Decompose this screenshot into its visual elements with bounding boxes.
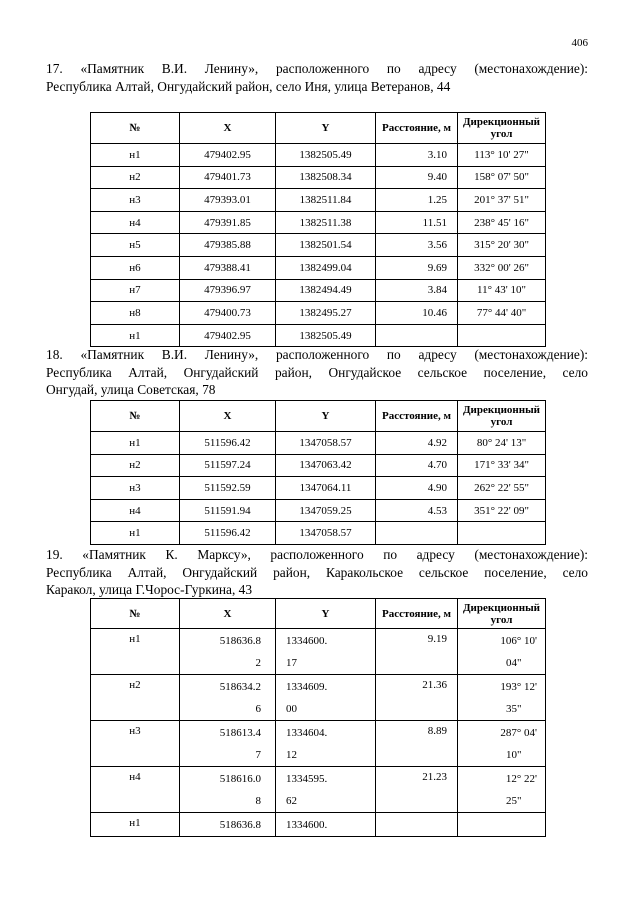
table-header-row [91,113,546,144]
table-row [91,234,546,257]
coordinates-table-18 [90,400,546,545]
cell-x-coordinate: 518634.2 6 [180,675,276,721]
cell-x-coordinate: 518613.4 7 [180,721,276,767]
page-number: 406 [571,37,588,49]
heading-line: 18. «Памятник В.И. Ленину», расположенного по адресу (местонахождение): [46,347,588,362]
cell-x-coordinate: 479402.95 [180,144,276,167]
table-row [91,499,546,522]
cell-x-coordinate: 518636.8 2 [180,629,276,675]
table-row [91,454,546,477]
cell-y-coordinate: 1382494.49 [276,279,376,302]
cell-distance: 1.25 [376,189,458,212]
table-row [91,166,546,189]
cell-y-coordinate: 1382499.04 [276,256,376,279]
heading-line: Республика Алтай, Онгудайский район, село Иня, улица Ветеранов, 44 [46,78,451,94]
cell-distance: 21.23 [376,767,458,813]
table-row [91,189,546,212]
header-direction-angle: Дирекционный угол [458,599,546,629]
table-row [91,144,546,167]
table-row [91,767,546,813]
cell-direction-angle: 12° 22' 25" [458,767,546,813]
heading-line: 19. «Памятник К. Марксу», расположенного по адресу (местонахождение): [46,547,588,562]
cell-direction-angle: 287° 04' 10" [458,721,546,767]
cell-point-id: н5 [91,234,180,257]
table-row [91,813,546,837]
cell-direction-angle: 171° 33' 34" [458,454,546,477]
cell-y-coordinate: 1382501.54 [276,234,376,257]
cell-x-coordinate: 511596.42 [180,432,276,455]
cell-x-coordinate: 479385.88 [180,234,276,257]
cell-direction-angle: 315° 20' 30" [458,234,546,257]
header-distance: Расстояние, м [376,599,458,629]
cell-x-coordinate: 518616.0 8 [180,767,276,813]
cell-point-id: н4 [91,767,180,813]
cell-direction-angle [458,324,546,347]
cell-y-coordinate: 1382505.49 [276,324,376,347]
header-x: X [180,599,276,629]
cell-point-id: н3 [91,477,180,500]
section-19-heading [46,546,588,599]
cell-distance [376,813,458,837]
table-row [91,211,546,234]
cell-direction-angle: 77° 44' 40" [458,302,546,325]
cell-distance: 4.53 [376,499,458,522]
table-row [91,721,546,767]
cell-y-coordinate: 1347059.25 [276,499,376,522]
cell-direction-angle: 80° 24' 13" [458,432,546,455]
cell-point-id: н7 [91,279,180,302]
cell-distance: 4.90 [376,477,458,500]
cell-distance [376,522,458,545]
cell-point-id: н2 [91,675,180,721]
header-distance: Расстояние, м [376,113,458,144]
header-number: № [91,401,180,432]
cell-point-id: н4 [91,211,180,234]
cell-distance: 10.46 [376,302,458,325]
cell-point-id: н1 [91,144,180,167]
cell-distance: 4.70 [376,454,458,477]
section-18-heading [46,346,588,399]
cell-direction-angle: 238° 45' 16" [458,211,546,234]
cell-y-coordinate: 1347064.11 [276,477,376,500]
cell-x-coordinate: 518636.8 [180,813,276,837]
cell-x-coordinate: 479402.95 [180,324,276,347]
cell-x-coordinate: 511591.94 [180,499,276,522]
cell-point-id: н2 [91,454,180,477]
cell-distance: 21.36 [376,675,458,721]
cell-y-coordinate: 1334600. 17 [276,629,376,675]
cell-direction-angle [458,813,546,837]
cell-point-id: н6 [91,256,180,279]
cell-x-coordinate: 479396.97 [180,279,276,302]
header-x: X [180,113,276,144]
heading-line: Онгудай, улица Советская, 78 [46,382,216,397]
cell-direction-angle: 332° 00' 26" [458,256,546,279]
table-row [91,302,546,325]
header-y: Y [276,113,376,144]
table-header-row [91,599,546,629]
cell-distance: 11.51 [376,211,458,234]
cell-y-coordinate: 1334604. 12 [276,721,376,767]
cell-distance: 3.10 [376,144,458,167]
cell-y-coordinate: 1347063.42 [276,454,376,477]
header-number: № [91,599,180,629]
cell-y-coordinate: 1382495.27 [276,302,376,325]
cell-direction-angle: 113° 10' 27" [458,144,546,167]
cell-point-id: н2 [91,166,180,189]
cell-distance [376,324,458,347]
cell-y-coordinate: 1382511.38 [276,211,376,234]
cell-distance: 9.69 [376,256,458,279]
cell-y-coordinate: 1334609. 00 [276,675,376,721]
cell-point-id: н1 [91,522,180,545]
coordinates-table-17 [90,112,546,347]
cell-direction-angle [458,522,546,545]
cell-x-coordinate: 511592.59 [180,477,276,500]
heading-line: Республика Алтай, Онгудайский район, Каракольское сельское поселение, село [46,564,588,580]
cell-distance: 3.84 [376,279,458,302]
cell-point-id: н1 [91,813,180,837]
cell-x-coordinate: 511597.24 [180,454,276,477]
cell-point-id: н1 [91,432,180,455]
cell-x-coordinate: 479393.01 [180,189,276,212]
cell-direction-angle: 262° 22' 55" [458,477,546,500]
cell-direction-angle: 193° 12' 35" [458,675,546,721]
cell-y-coordinate: 1347058.57 [276,522,376,545]
cell-point-id: н8 [91,302,180,325]
header-distance: Расстояние, м [376,401,458,432]
cell-point-id: н3 [91,721,180,767]
cell-x-coordinate: 479401.73 [180,166,276,189]
cell-y-coordinate: 1347058.57 [276,432,376,455]
cell-y-coordinate: 1382505.49 [276,144,376,167]
heading-line: Каракол, улица Г.Чорос-Гуркина, 43 [46,582,253,597]
heading-line: 17. «Памятник В.И. Ленину», расположенного по адресу (местонахождение): [46,61,588,76]
table-row [91,279,546,302]
header-y: Y [276,401,376,432]
cell-direction-angle: 158° 07' 50" [458,166,546,189]
cell-distance: 9.40 [376,166,458,189]
header-x: X [180,401,276,432]
header-y: Y [276,599,376,629]
cell-direction-angle: 11° 43' 10" [458,279,546,302]
cell-distance: 3.56 [376,234,458,257]
table-row [91,522,546,545]
table-row [91,324,546,347]
cell-direction-angle: 106° 10' 04" [458,629,546,675]
header-direction-angle: Дирекционный угол [458,401,546,432]
cell-x-coordinate: 479391.85 [180,211,276,234]
cell-y-coordinate: 1334600. [276,813,376,837]
table-row [91,432,546,455]
cell-x-coordinate: 479388.41 [180,256,276,279]
coordinates-table-19 [90,598,546,837]
cell-point-id: н1 [91,324,180,347]
cell-point-id: н3 [91,189,180,212]
cell-point-id: н1 [91,629,180,675]
cell-y-coordinate: 1382508.34 [276,166,376,189]
table-row [91,256,546,279]
heading-line: Республика Алтай, Онгудайский район, Онгудайское сельское поселение, село [46,364,588,380]
table-header-row [91,401,546,432]
cell-distance: 8.89 [376,721,458,767]
table-row [91,675,546,721]
cell-y-coordinate: 1334595. 62 [276,767,376,813]
cell-point-id: н4 [91,499,180,522]
header-direction-angle: Дирекционный угол [458,113,546,144]
cell-x-coordinate: 511596.42 [180,522,276,545]
cell-distance: 4.92 [376,432,458,455]
cell-direction-angle: 201° 37' 51" [458,189,546,212]
cell-x-coordinate: 479400.73 [180,302,276,325]
cell-y-coordinate: 1382511.84 [276,189,376,212]
header-number: № [91,113,180,144]
table-row [91,477,546,500]
table-row [91,629,546,675]
cell-distance: 9.19 [376,629,458,675]
cell-direction-angle: 351° 22' 09" [458,499,546,522]
section-17-heading [46,60,588,95]
